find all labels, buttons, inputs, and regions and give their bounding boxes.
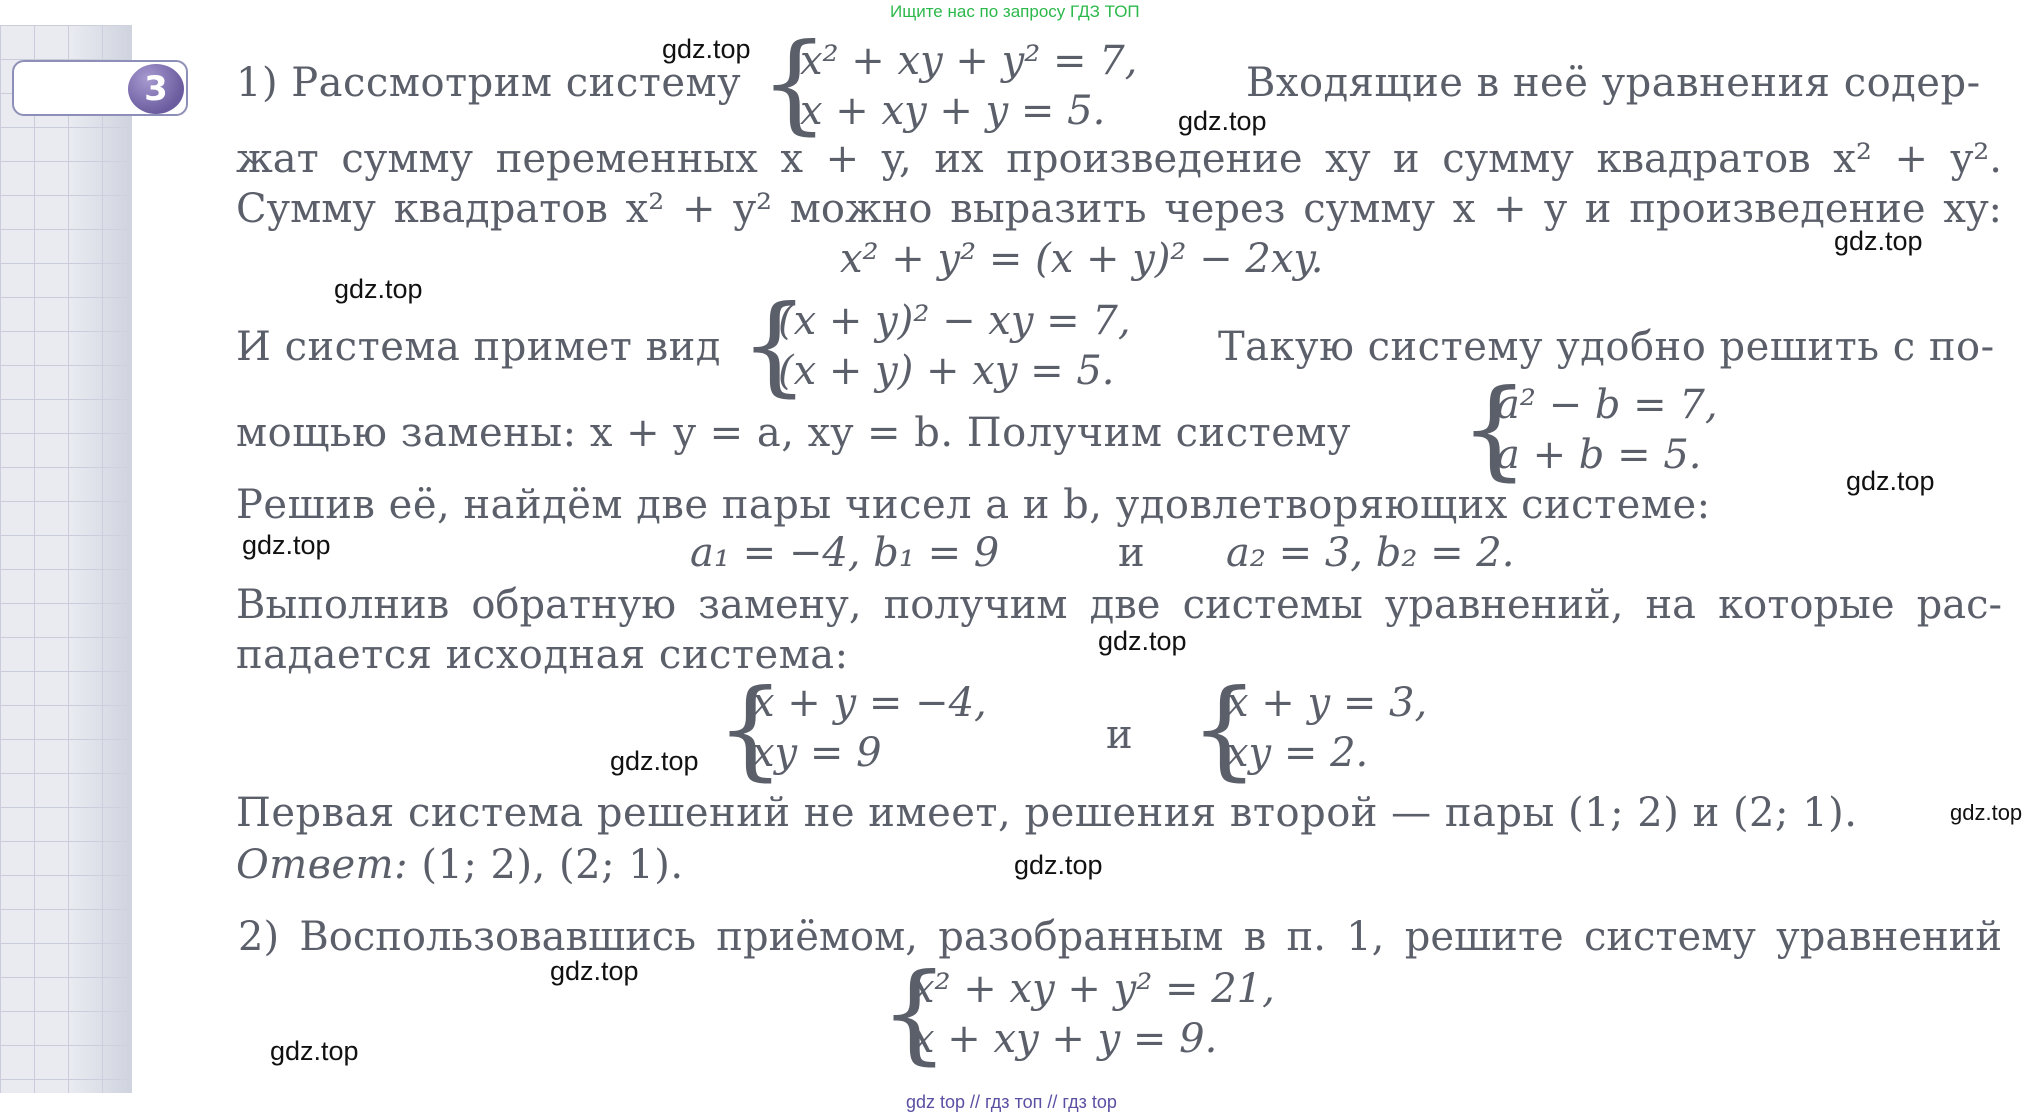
part2-sys-eq2: x + xy + y = 9. bbox=[912, 1016, 1218, 1062]
part1-line2: жат сумму переменных x + y, их произведение xy и сумму квадратов x² + y². bbox=[236, 136, 2002, 182]
brace-sys5: { bbox=[1190, 667, 1259, 792]
watermark: gdz.top bbox=[1834, 226, 1923, 256]
watermark: gdz.top bbox=[270, 1036, 359, 1066]
part2-sys-eq1: x² + xy + y² = 21, bbox=[912, 966, 1275, 1012]
watermark: gdz.top bbox=[1098, 626, 1187, 656]
answer-label: Ответ: bbox=[236, 842, 409, 888]
footer-banner[interactable]: gdz top // гдз топ // гдз top bbox=[906, 1092, 1117, 1112]
sys1-eq1: x² + xy + y² = 7, bbox=[800, 38, 1138, 84]
watermark: gdz.top bbox=[610, 746, 699, 776]
part1-line3: Сумму квадратов x² + y² можно выразить через сумму x + y и произведение xy: bbox=[236, 186, 2002, 232]
part1-line9: Первая система решений не имеет, решения второй — пары (1; 2) и (2; 1). bbox=[236, 790, 1858, 836]
watermark: gdz.top bbox=[1950, 800, 2023, 825]
search-banner[interactable]: Ищите нас по запросу ГДЗ ТОП bbox=[890, 2, 1140, 21]
sys2-eq1: (x + y)² − xy = 7, bbox=[778, 298, 1131, 344]
systems-conj: и bbox=[1106, 712, 1134, 758]
brace-sys1: { bbox=[760, 21, 829, 146]
part1-line5: мощью замены: x + y = a, xy = b. Получим систему bbox=[236, 410, 1352, 456]
part1-line6: Решив её, найдём две пары чисел a и b, удовлетворяющих системе: bbox=[236, 482, 1711, 528]
sys4-eq2: xy = 9 bbox=[752, 730, 882, 776]
watermark: gdz.top bbox=[1846, 466, 1935, 496]
watermark: gdz.top bbox=[242, 530, 331, 560]
margin-shade bbox=[70, 25, 132, 1093]
pairs-right: a₂ = 3, b₂ = 2. bbox=[1226, 530, 1515, 576]
brace-sys4: { bbox=[716, 667, 785, 792]
pairs-left: a₁ = −4, b₁ = 9 bbox=[690, 530, 1000, 576]
watermark: gdz.top bbox=[550, 956, 639, 986]
answer-line bbox=[236, 842, 684, 888]
watermark: gdz.top bbox=[1014, 850, 1103, 880]
sys4-eq1: x + y = −4, bbox=[752, 680, 987, 726]
brace-sys2: { bbox=[740, 283, 809, 408]
part2-text: 2) Воспользовавшись приёмом, разобранным в п. 1, решите систему уравнений bbox=[238, 914, 2002, 960]
part1-intro: 1) Рассмотрим систему bbox=[236, 60, 742, 106]
sys5-eq2: xy = 2. bbox=[1226, 730, 1369, 776]
brace-sys3: { bbox=[1460, 367, 1529, 492]
part1-line4-post: Такую систему удобно решить с по- bbox=[1218, 324, 1995, 370]
sys1-eq2: x + xy + y = 5. bbox=[800, 88, 1106, 134]
part1-after-sys1: Входящие в неё уравнения содер- bbox=[1246, 60, 1981, 106]
sys3-eq2: a + b = 5. bbox=[1496, 432, 1702, 478]
sys3-eq1: a² − b = 7, bbox=[1496, 382, 1718, 428]
watermark: gdz.top bbox=[1178, 106, 1267, 136]
watermark: gdz.top bbox=[662, 34, 751, 64]
answer-value: (1; 2), (2; 1). bbox=[421, 842, 684, 888]
watermark: gdz.top bbox=[334, 274, 423, 304]
brace-part2-sys: { bbox=[880, 951, 949, 1076]
part1-line4-pre: И система примет вид bbox=[236, 324, 721, 370]
pairs-conj: и bbox=[1118, 530, 1146, 576]
sys5-eq1: x + y = 3, bbox=[1226, 680, 1428, 726]
part1-line8: падается исходная система: bbox=[236, 632, 849, 678]
part1-line7: Выполнив обратную замену, получим две системы уравнений, на которые рас- bbox=[236, 582, 2002, 628]
formula-sum-squares: x² + y² = (x + y)² − 2xy. bbox=[840, 236, 1324, 282]
task-number-badge: 3 bbox=[128, 64, 184, 114]
sys2-eq2: (x + y) + xy = 5. bbox=[778, 348, 1115, 394]
